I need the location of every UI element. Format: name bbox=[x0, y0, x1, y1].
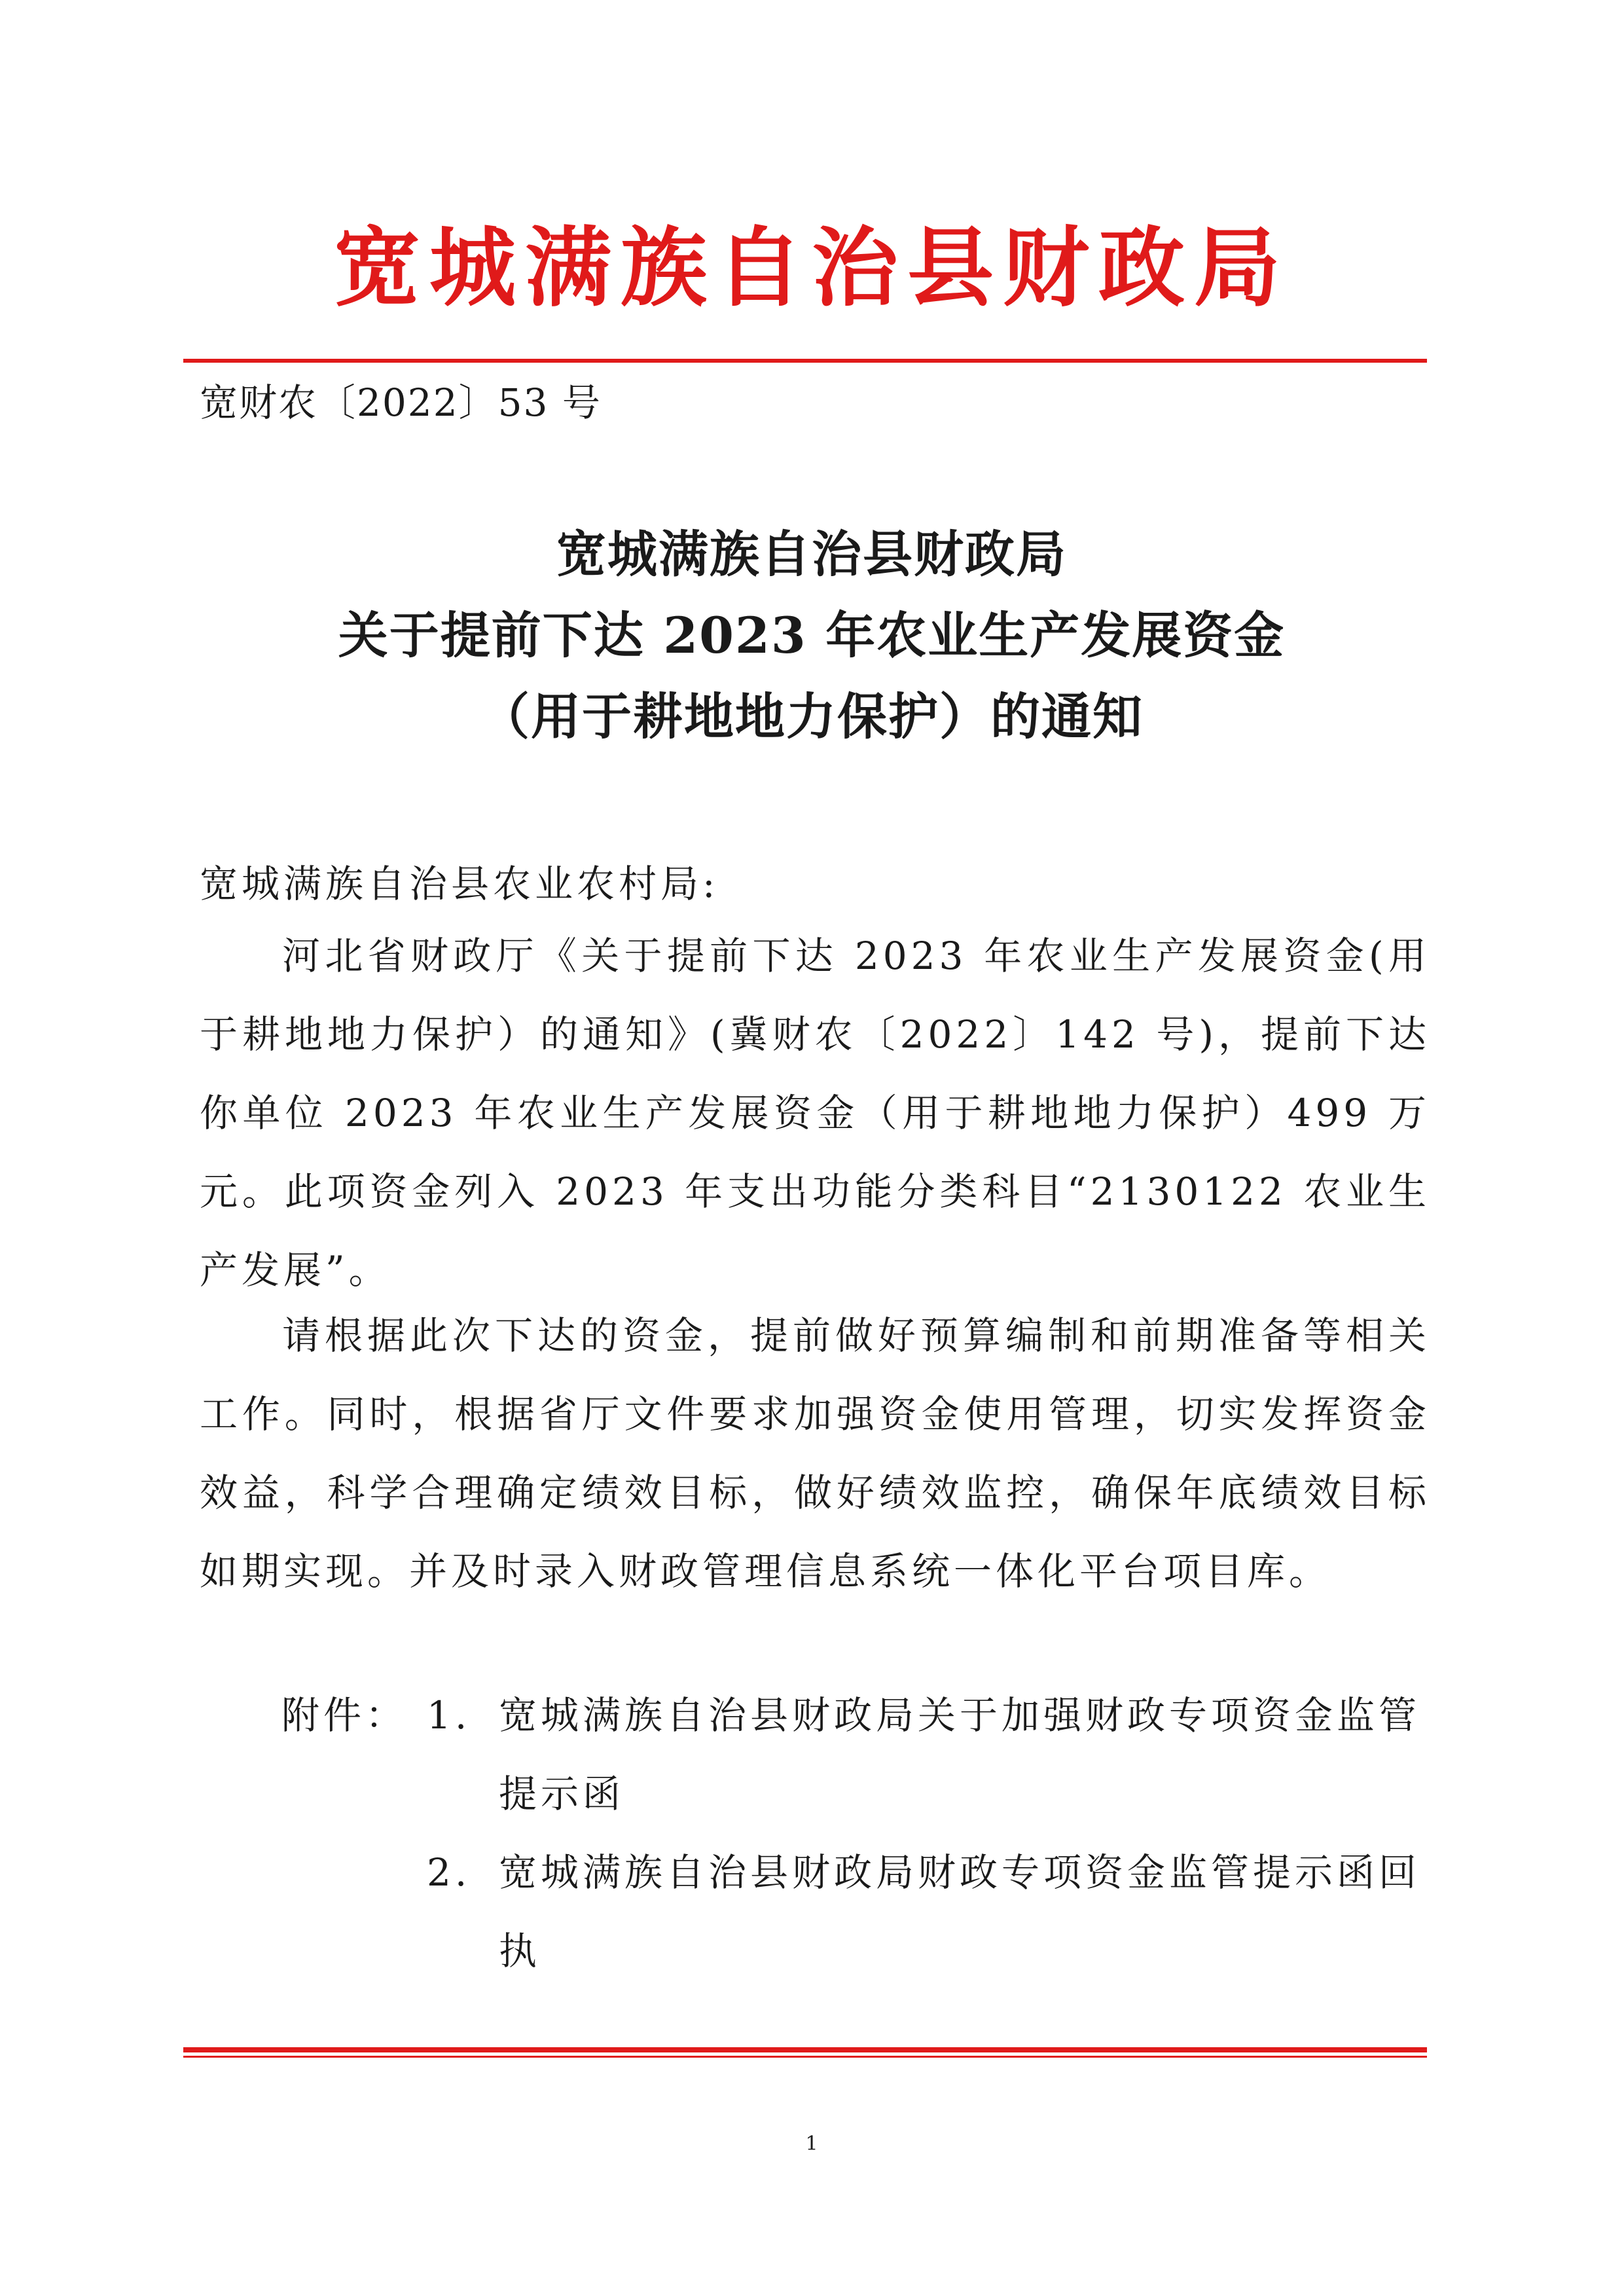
addressee: 宽城满族自治县农业农村局: bbox=[200, 862, 719, 906]
body-paragraph-1: 河北省财政厅《关于提前下达 2023 年农业生产发展资金(用于耕地地力保护）的通知》(冀财农〔2022〕142 号)，提前下达你单位 2023 年农业生产发展资金（用于耕地地力保护）499 万元。此项资金列入 2023 年支出功能分类科目“2130122 农业生产发展”。 bbox=[200, 934, 1430, 1292]
page-number: 1 bbox=[805, 2132, 818, 2155]
attachment-text: 宽城满族自治县财政局财政专项资金监管提示函回执 bbox=[499, 1850, 1421, 1973]
title-line-1: 宽城满族自治县财政局 bbox=[556, 525, 1067, 583]
title-line-2: 关于提前下达 2023 年农业生产发展资金 bbox=[338, 606, 1286, 665]
attachments-prefix: 附件： bbox=[281, 1693, 408, 1738]
title-line-3: （用于耕地地力保护）的通知 bbox=[480, 687, 1144, 746]
document-number: 宽财农〔2022〕53 号 bbox=[200, 380, 602, 425]
masthead-divider bbox=[183, 357, 1427, 365]
attachment-number: 2. bbox=[427, 1850, 471, 1895]
body-paragraph-2: 请根据此次下达的资金，提前做好预算编制和前期准备等相关工作。同时，根据省厅文件要求加强资金使用管理，切实发挥资金效益，科学合理确定绩效目标，做好绩效监控，确保年底绩效目标如期实现。并及时录入财政管理信息系统一体化平台项目库。 bbox=[200, 1313, 1430, 1594]
attachments-list bbox=[281, 1676, 1434, 1990]
footer-divider bbox=[183, 2046, 1427, 2062]
attachment-item bbox=[281, 1833, 1434, 1990]
attachment-number: 1. bbox=[427, 1693, 471, 1738]
masthead-title: 宽城满族自治县财政局 bbox=[334, 218, 1290, 319]
document-title bbox=[131, 514, 1492, 757]
attachments-prefix-spacer bbox=[281, 1833, 427, 1990]
attachment-item bbox=[281, 1676, 1434, 1833]
attachment-text: 宽城满族自治县财政局关于加强财政专项资金监管提示函 bbox=[499, 1693, 1421, 1816]
